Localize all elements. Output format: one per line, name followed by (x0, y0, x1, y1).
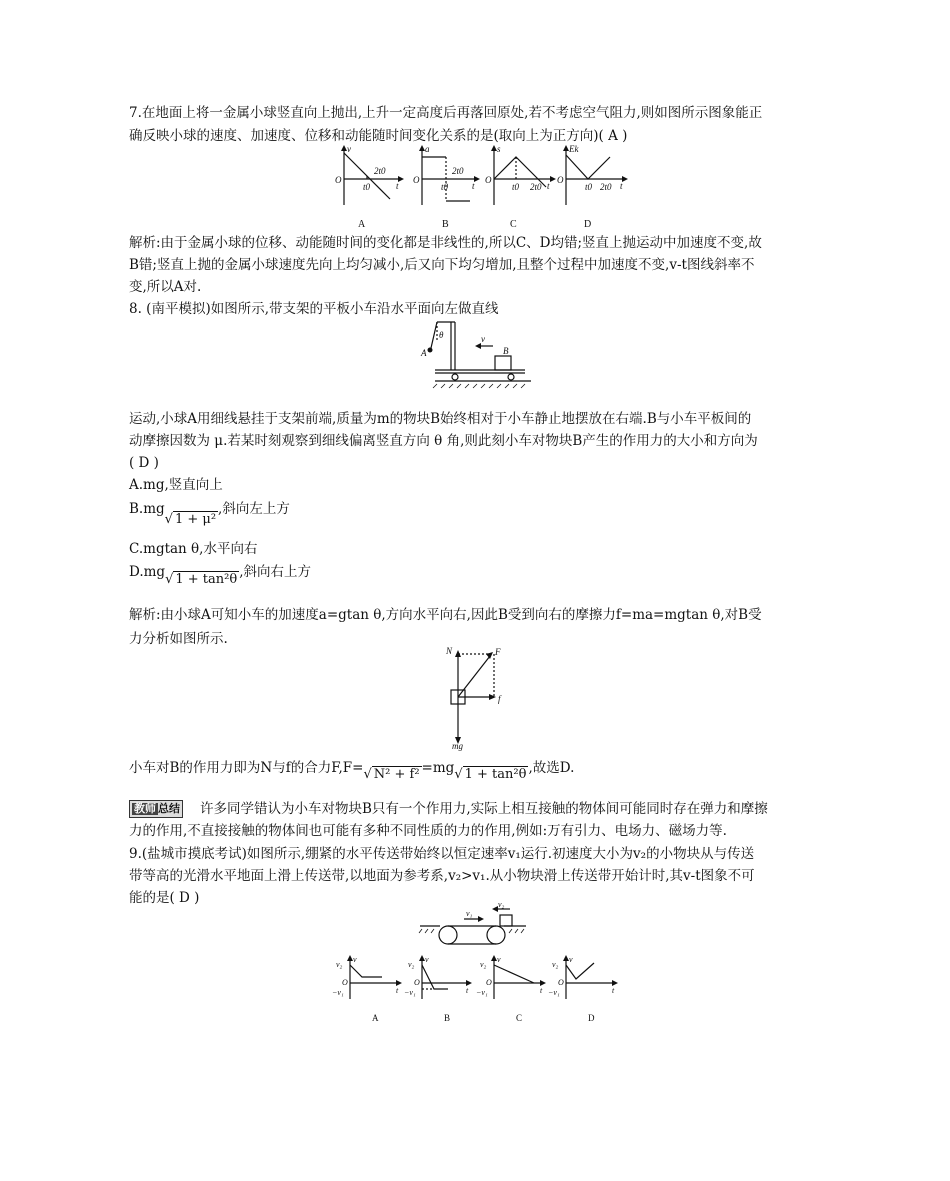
q8-solution-line-2: 力分析如图所示. (129, 631, 228, 647)
svg-text:O: O (558, 978, 564, 987)
svg-text:t: t (466, 986, 469, 995)
svg-text:v₂: v₂ (480, 960, 487, 969)
svg-text:2t0: 2t0 (530, 182, 542, 192)
svg-text:t: t (472, 181, 475, 191)
svg-text:t0: t0 (585, 182, 593, 192)
svg-text:v₂: v₂ (408, 960, 415, 969)
svg-text:v: v (569, 955, 573, 964)
svg-text:O: O (557, 175, 564, 185)
svg-text:−v₁: −v₁ (404, 988, 416, 997)
q7-graph-label-a: A (358, 219, 366, 230)
svg-text:O: O (414, 978, 420, 987)
svg-text:2t0: 2t0 (600, 182, 612, 192)
svg-text:O: O (485, 175, 492, 185)
q7-graphs-figure (330, 143, 630, 233)
svg-text:v: v (425, 955, 429, 964)
block-b-label: B (503, 346, 509, 356)
svg-text:−v₁: −v₁ (548, 988, 560, 997)
q9-graph-label-c: C (516, 1013, 523, 1023)
block-v2-label: v₂ (498, 900, 505, 909)
svg-text:t0: t0 (441, 182, 449, 192)
svg-text:t: t (620, 181, 623, 191)
q8-line-4: ( D ) (129, 455, 159, 471)
svg-text:O: O (486, 978, 492, 987)
q8-line-3: 动摩擦因数为 μ.若某时刻观察到细线偏离竖直方向 θ 角,则此刻小车对物块B产生的作用力的大小和方向为 (129, 433, 758, 449)
conveyor-belt-figure (418, 900, 528, 955)
friction-f-label: f (498, 694, 501, 704)
summary-line-1: 许多同学错认为小车对物块B只有一个作用力,实际上相互接触的物体间可能同时存在弹力和摩擦 (200, 801, 768, 817)
q7-solution-line-3: 变,所以A对. (129, 279, 202, 295)
belt-v1-label: v₁ (466, 909, 473, 918)
svg-text:2t0: 2t0 (452, 166, 464, 176)
svg-text:v: v (353, 955, 357, 964)
gravity-mg-label: mg (452, 741, 463, 751)
svg-text:t0: t0 (363, 182, 371, 192)
svg-text:−v₁: −v₁ (332, 988, 344, 997)
q7-axis-ek: Ek (569, 144, 579, 154)
q8-line-1: 8. (南平模拟)如图所示,带支架的平板小车沿水平面向左做直线 (129, 301, 499, 317)
q9-line-3: 能的是( D ) (129, 890, 200, 906)
q8-option-b: B.mg√ 1 + μ²,斜向左上方 (129, 501, 290, 527)
q9-line-2: 带等高的光滑水平地面上滑上传送带,以地面为参考系,v₂>v₁.从小物块滑上传送带开始计时,其v-t图象不可 (129, 868, 755, 884)
svg-text:t: t (547, 181, 550, 191)
q9-graph-label-b: B (444, 1013, 451, 1023)
svg-text:v: v (497, 955, 501, 964)
ball-a-label: A (421, 348, 427, 358)
svg-text:O: O (413, 175, 420, 185)
q8-cart-figure (415, 318, 535, 390)
svg-text:v₂: v₂ (336, 960, 343, 969)
q7-line-2: 确反映小球的速度、加速度、位移和动能随时间变化关系的是(取向上为正方向)( A ) (129, 128, 628, 144)
svg-text:t: t (540, 986, 543, 995)
q9-line-1: 9.(盐城市摸底考试)如图所示,绷紧的水平传送带始终以恒定速率v₁运行.初速度大小为v₂的小物块从与传送 (129, 846, 755, 862)
angle-theta-label: θ (439, 330, 444, 340)
svg-text:t: t (396, 181, 399, 191)
svg-text:v₂: v₂ (552, 960, 559, 969)
q7-solution-line-2: B错;竖直上抛的金属小球速度先向上均匀减小,后又向下均匀增加,且整个过程中加速度不变,v-t图线斜率不 (129, 257, 755, 273)
q7-graph-label-c: C (510, 219, 517, 230)
summary-line-2: 力的作用,不直接接触的物体间也可能有多种不同性质的力的作用,例如:万有引力、电场力、磁场力等. (129, 823, 727, 839)
svg-text:t: t (396, 986, 399, 995)
force-f-resultant-label: F (495, 647, 501, 657)
svg-text:−v₁: −v₁ (476, 988, 488, 997)
svg-text:O: O (342, 978, 348, 987)
force-diagram (440, 646, 520, 750)
q7-axis-a: a (425, 144, 430, 154)
q7-axis-s: s (497, 144, 501, 154)
q7-line-1: 7.在地面上将一金属小球竖直向上抛出,上升一定高度后再落回原处,若不考虑空气阻力,则如图所示图象能正 (129, 105, 763, 121)
force-n-label: N (446, 646, 453, 656)
teacher-summary-badge: 教师 总结 (129, 800, 183, 818)
q7-axis-v: v (347, 144, 351, 154)
svg-text:t: t (612, 986, 615, 995)
svg-text:t0: t0 (512, 182, 520, 192)
q8-option-a: A.mg,竖直向上 (129, 477, 223, 493)
q7-graph-label-b: B (442, 219, 449, 230)
q8-option-d: D.mg√ 1 + tan²θ ,斜向右上方 (129, 564, 311, 587)
q8-solution-line-3: 小车对B的作用力即为N与f的合力F,F=√ N² + f² =mg√ 1 + tan²θ ,故选D. (129, 760, 575, 782)
q9-graphs-figure (330, 955, 630, 1025)
q8-solution-line-1: 解析:由小球A可知小车的加速度a=gtan θ,方向水平向右,因此B受到向右的摩擦力f=ma=mgtan θ,对B受 (129, 607, 762, 623)
q9-graph-label-a: A (372, 1013, 379, 1023)
svg-text:2t0: 2t0 (374, 166, 386, 176)
svg-text:O: O (335, 175, 342, 185)
q9-graph-label-d: D (588, 1013, 595, 1023)
velocity-label: v (481, 334, 485, 344)
q8-line-2: 运动,小球A用细线悬挂于支架前端,质量为m的物块B始终相对于小车静止地摆放在右端.B与小车平板间的 (129, 411, 752, 427)
q7-graph-label-d: D (584, 219, 592, 230)
q7-solution-line-1: 解析:由于金属小球的位移、动能随时间的变化都是非线性的,所以C、D均错;竖直上抛运动中加速度不变,故 (129, 235, 762, 251)
q8-option-c: C.mgtan θ,水平向右 (129, 541, 258, 557)
